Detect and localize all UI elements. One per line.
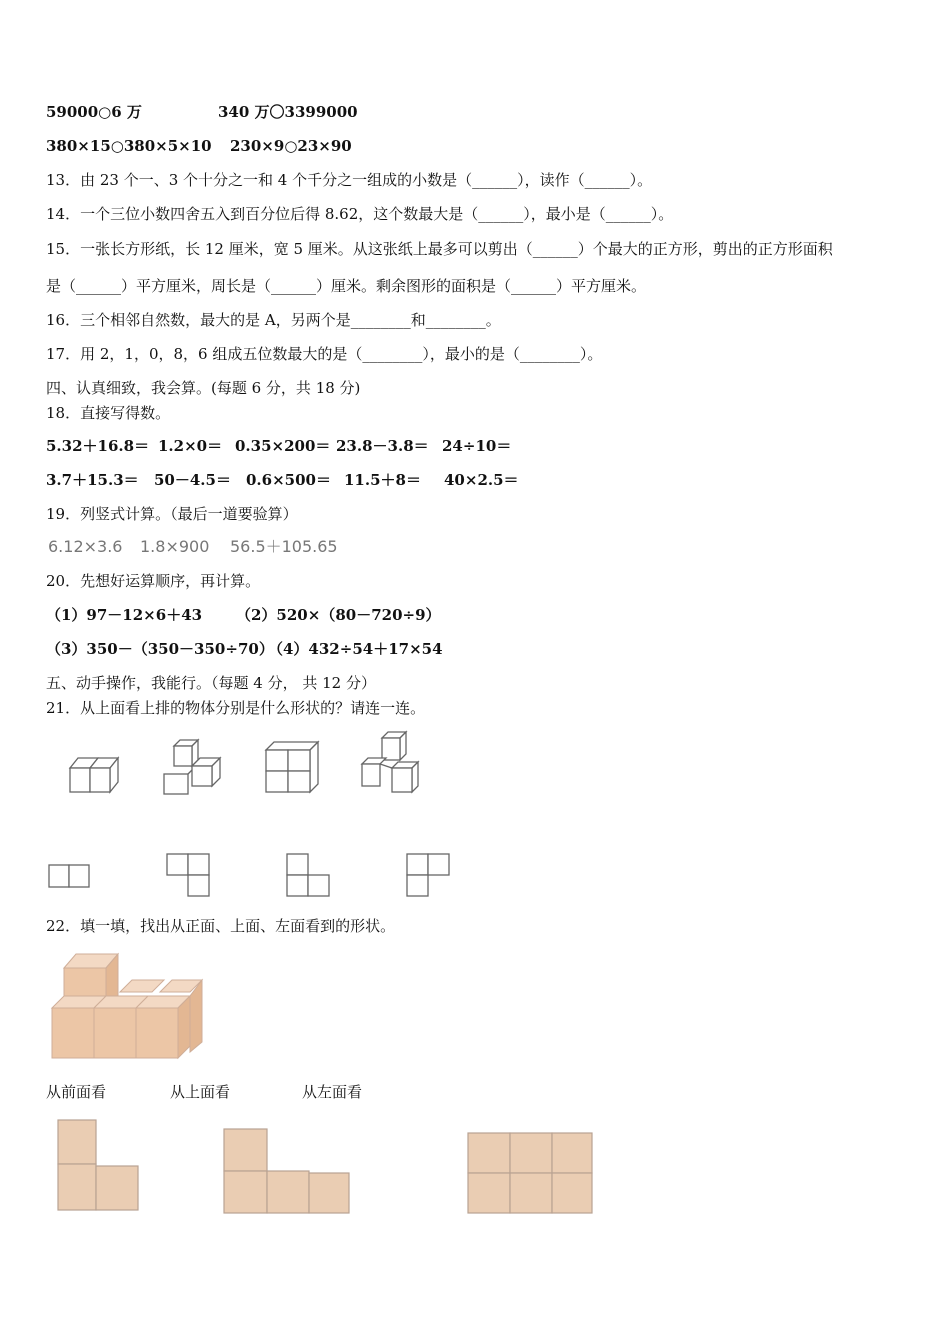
compare-row-1a: 59000○6 万 bbox=[46, 103, 142, 121]
q18-item-5: 24÷10＝ bbox=[442, 437, 512, 455]
q21-view-2 bbox=[166, 853, 212, 899]
q18-item-4: 23.8－3.8＝ bbox=[336, 437, 429, 455]
q21-view-3 bbox=[286, 853, 332, 899]
view-label-top: 从上面看 bbox=[170, 1083, 231, 1101]
q22-block-stack bbox=[50, 950, 206, 1062]
q18-item-6: 3.7＋15.3＝ bbox=[46, 471, 139, 489]
question-15-line2: 是（______）平方厘米，周长是（______）厘米。剩余图形的面积是（______）平方厘米。 bbox=[46, 277, 647, 295]
view-label-left: 从左面看 bbox=[302, 1083, 363, 1101]
view-label-front: 从前面看 bbox=[46, 1083, 107, 1101]
q18-item-2: 1.2×0＝ bbox=[158, 437, 223, 455]
compare-row-2b: 230×9○23×90 bbox=[230, 137, 352, 155]
q22-front-view bbox=[56, 1118, 142, 1214]
q21-object-4 bbox=[358, 730, 424, 796]
question-20: 20．先想好运算顺序，再计算。 bbox=[46, 572, 261, 590]
q21-object-2 bbox=[160, 738, 226, 798]
q20-item-3: （3）350－（350－350÷70） bbox=[46, 640, 274, 658]
q18-item-7: 50－4.5＝ bbox=[154, 471, 231, 489]
q19-item-1: 6.12×3.6 bbox=[48, 537, 123, 556]
question-19: 19．列竖式计算。（最后一道要验算） bbox=[46, 505, 298, 523]
question-14: 14．一个三位小数四舍五入到百分位后得 8.62，这个数最大是（______），最小是（______）。 bbox=[46, 205, 674, 223]
question-16: 16．三个相邻自然数，最大的是 A，另两个是________和________。 bbox=[46, 311, 501, 329]
q19-item-3: 56.5＋105.65 bbox=[230, 537, 338, 556]
q19-item-2: 1.8×900 bbox=[140, 537, 210, 556]
section-4-heading: 四、认真细致，我会算。(每题 6 分，共 18 分) bbox=[46, 379, 361, 397]
q21-object-3 bbox=[262, 740, 322, 796]
question-21: 21．从上面看上排的物体分别是什么形状的？请连一连。 bbox=[46, 699, 426, 717]
compare-row-1b: 340 万〇3399000 bbox=[218, 103, 358, 121]
q20-item-1: （1）97－12×6＋43 bbox=[46, 606, 203, 624]
q18-item-10: 40×2.5＝ bbox=[444, 471, 519, 489]
q20-item-4: （4）432÷54＋17×54 bbox=[268, 640, 443, 658]
q20-item-2: （2）520×（80－720÷9） bbox=[236, 606, 441, 624]
section-5-heading: 五、动手操作，我能行。（每题 4 分， 共 12 分） bbox=[46, 674, 376, 692]
q21-view-4 bbox=[406, 853, 452, 899]
compare-row-2a: 380×15○380×5×10 bbox=[46, 137, 212, 155]
q18-item-8: 0.6×500＝ bbox=[246, 471, 331, 489]
question-15-line1: 15．一张长方形纸，长 12 厘米，宽 5 厘米。从这张纸上最多可以剪出（______）个最大的正方形，剪出的正方形面积 bbox=[46, 240, 833, 258]
question-18: 18．直接写得数。 bbox=[46, 404, 171, 422]
q22-top-view bbox=[222, 1127, 354, 1217]
question-17: 17．用 2，1，0，8，6 组成五位数最大的是（________），最小的是（________）。 bbox=[46, 345, 603, 363]
q22-left-view bbox=[466, 1131, 596, 1217]
q18-item-3: 0.35×200＝ bbox=[235, 437, 331, 455]
q21-object-1 bbox=[66, 748, 126, 796]
question-13: 13．由 23 个一、3 个十分之一和 4 个千分之一组成的小数是（______），读作（______）。 bbox=[46, 171, 653, 189]
q21-view-1 bbox=[48, 864, 92, 890]
q18-item-1: 5.32＋16.8＝ bbox=[46, 437, 150, 455]
q18-item-9: 11.5＋8＝ bbox=[344, 471, 421, 489]
question-22: 22．填一填，找出从正面、上面、左面看到的形状。 bbox=[46, 917, 396, 935]
